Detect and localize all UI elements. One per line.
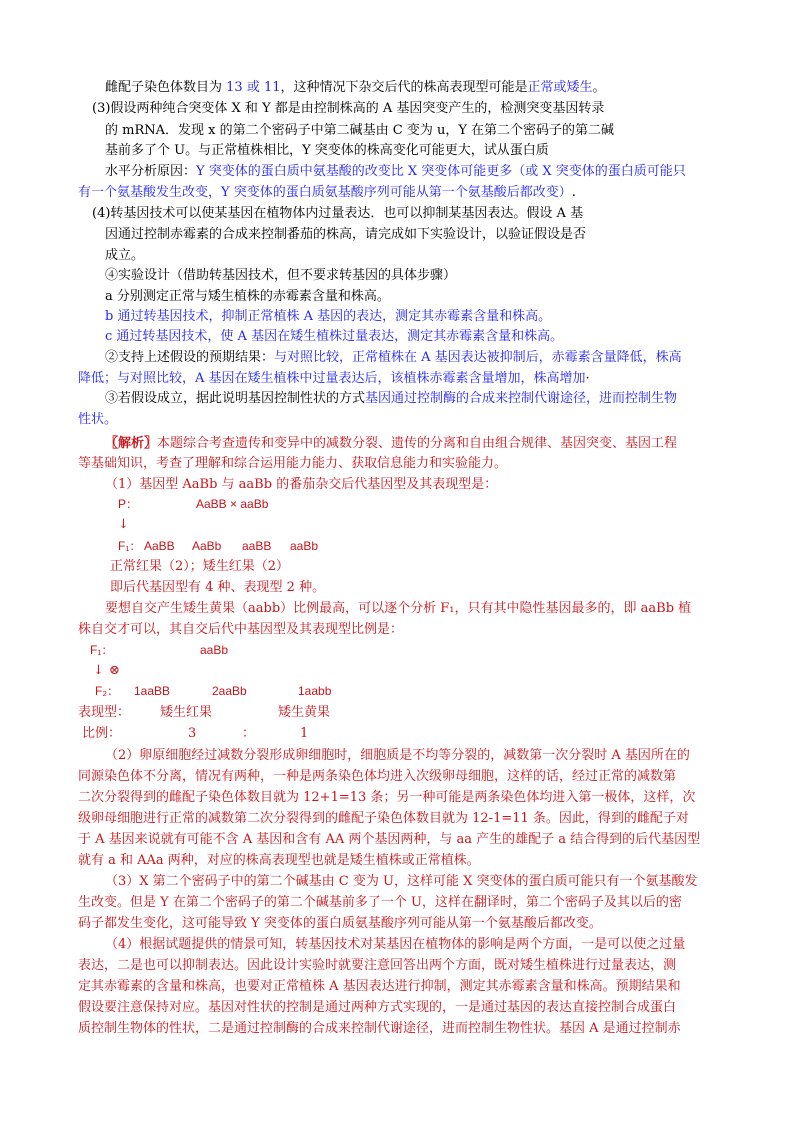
analysis-p2-cont: 株自交才可以，其自交后代中基因型及其表现型比例是： [78, 622, 404, 637]
q4-step-2: ②支持上述假设的预期结果：与对照比较，正常植株在 A 基因表达被抑制后，赤霉素含量降低，株高 [105, 350, 682, 365]
f2-genotype: 1aaBB [134, 684, 171, 698]
q2-tail-line: 雌配子染色体数目为 13 或 11，这种情况下杂交后代的株高表现型可能是正常或矮生。 [105, 80, 606, 95]
cross-p: AaBB × aaBb [196, 497, 269, 511]
analysis-p4-line: （3）X 第二个密码子中的第二个碱基由 C 变为 U，这样可能 X 突变体的蛋白质可能只有一个氨基酸发 [105, 874, 698, 889]
phenotype-label: 表现型： [78, 705, 131, 720]
analysis-p4-line: 码子都发生变化，这可能导致 Y 突变体的蛋白质氨基酸序列可能从第一个氨基酸后都改变。 [78, 916, 602, 931]
analysis-p5-line: 假设要注意保持对应。基因对性状的控制是通过两种方式实现的，一是通过基因的表达直接控制合成蛋白 [78, 1000, 677, 1015]
analysis-intro-cont: 等基础知识，考查了理解和综合运用能力能力、获取信息能力和实验能力。 [78, 456, 508, 471]
f1-genotype: AaBB [144, 539, 175, 553]
analysis-p5-line: 定其赤霉素的含量和株高，也要对正常植株 A 基因表达进行抑制，测定其赤霉素含量和株高。预期结果和 [78, 979, 681, 994]
analysis-p3-line: 同源染色体不分离，情况有两种，一种是两条染色体均进入次级卵母细胞，这样的话，经过正常的减数第 [78, 769, 677, 784]
q3-line-2: 的 mRNA．发现 x 的第二个密码子中第二碱基由 C 变为 u，Y 在第二个密码子的第二碱 [105, 123, 615, 138]
f1b-label: F₁： [90, 643, 114, 657]
q4-step-3-cont: 性状。 [78, 412, 118, 427]
cross-p-label: P： [118, 497, 139, 511]
q4-item-b: b 通过转基因技术，抑制正常植株 A 基因的表达，测定其赤霉素含量和株高。 [105, 309, 552, 324]
q4-line-2: 因通过控制赤霉素的合成来控制番茄的株高，请完成如下实验设计，以验证假设是否 [105, 227, 587, 242]
f2-genotype: 2aaBb [212, 684, 247, 698]
ratio-value: 1 [300, 726, 309, 741]
q4-item-a: a 分别测定正常与矮生植株的赤霉素含量和株高。 [105, 289, 390, 304]
q4-step-2-cont: 降低；与对照比较，A 基因在矮生植株中过量表达后，该植株赤霉素含量增加，株高增加· [78, 371, 590, 386]
analysis-p5-line: 表达，二是也可以抑制表达。因此设计实验时就要注意回答出两个方面，既对矮生植株进行过量表达，测 [78, 958, 677, 973]
analysis-p3-line: 级卵母细胞进行正常的减数第二次分裂得到的雌配子染色体数目就为 12-1=11 条。因此，得到的雌配子对 [78, 811, 689, 826]
q4-item-c: c 通过转基因技术，使 A 基因在矮生植株过量表达，测定其赤霉素含量和株高。 [105, 329, 564, 344]
q3-line-4: 水平分析原因：Y 突变体的蛋白质中氨基酸的改变比 X 突变体可能更多（或 X 突变体的蛋白质可能只 [105, 164, 686, 179]
analysis-p5-line: （4）根据试题提供的情景可知，转基因技术对某基因在植物体的影响是两个方面，一是可以使之过量 [105, 937, 686, 952]
q4-line-3: 成立。 [105, 248, 145, 263]
ratio-value: 3 [188, 726, 197, 741]
analysis-p3-line: 二次分裂得到的雌配子染色体数目就为 12+1=13 条；另一种可能是两条染色体均进入第一极体，这样，次 [78, 790, 696, 805]
phenotype-value: 矮生黄果 [278, 705, 331, 720]
f1-genotype: AaBb [192, 539, 222, 553]
analysis-p3-line: 于 A 基因来说就有可能不含 A 基因和含有 AA 两个基因两种，与 aa 产生的雄配子 a 结合得到的后代基因型 [78, 832, 701, 847]
analysis-p4-line: 生改变。但是 Y 在第二个密码子的第二个碱基前多了一个 U，这样在翻译时，第二个密码子及其以后的密 [78, 895, 682, 910]
analysis-p2: 要想自交产生矮生黄果（aabb）比例最高，可以逐个分析 F₁，只有其中隐性基因最多的，即 aaBb 植 [105, 601, 692, 616]
self-cross-icon: ⊗ [109, 663, 120, 678]
q4-step-3: ③若假设成立，据此说明基因控制性状的方式基因通过控制酶的合成来控制代谢途径，进而控制生物 [105, 391, 678, 406]
f1-phenotype: 正常红果（2）；矮生红果（2） [110, 559, 290, 574]
q3-line-3: 基前多了个 U。与正常植株相比，Y 突变体的株高变化可能更大，试从蛋白质 [105, 143, 549, 158]
ratio-colon: ： [242, 726, 256, 741]
f2-genotype: 1aabb [298, 684, 332, 698]
analysis-p1: （1）基因型 AaBb 与 aaBb 的番茄杂交后代基因型及其表现型是： [105, 477, 498, 492]
analysis-p3-line: 就有 a 和 AAa 两种，对应的株高表现型也就是矮生植株或正常植株。 [78, 853, 480, 868]
f1-summary: 即后代基因型有 4 种、表现型 2 种。 [110, 580, 326, 595]
q3-line-5: 有一个氨基酸发生改变，Y 突变体的蛋白质氨基酸序列可能从第一个氨基酸后都改变）. [78, 185, 576, 200]
f1-genotype: aaBB [242, 539, 272, 553]
analysis-p5-line: 质控制生物体的性状，二是通过控制酶的合成来控制代谢途径，进而控制生物性状。基因 A 是通过控制赤 [78, 1021, 681, 1036]
phenotype-value: 矮生红果 [160, 705, 213, 720]
q4-step-1: ④实验设计（借助转基因技术，但不要求转基因的具体步骤） [105, 268, 457, 283]
analysis-p3-line: （2）卵原细胞经过减数分裂形成卵细胞时，细胞质是不均等分裂的，减数第一次分裂时 A 基因所在的 [105, 748, 690, 763]
f1-label: F₁： [118, 539, 142, 553]
cross-arrow-icon: ↓ [118, 517, 129, 532]
f1-genotype: aaBb [290, 539, 319, 553]
self-arrow-icon: ↓ [93, 663, 104, 678]
analysis-intro: 〖解析〗本题综合考查遗传和变异中的减数分裂、遗传的分离和自由组合规律、基因突变、基因工程 [105, 436, 678, 451]
f1b-genotype: aaBb [200, 643, 229, 657]
ratio-label: 比例： [82, 726, 122, 741]
q3-line-1: (3)假设两种纯合突变体 X 和 Y 都是由控制株高的 A 基因突变产生的，检测突变基因转录 [92, 101, 605, 116]
q4-line-1: (4)转基因技术可以使某基因在植物体内过量表达．也可以抑制某基因表达。假设 A 基 [92, 206, 584, 221]
f2-label: F₂： [95, 684, 119, 698]
